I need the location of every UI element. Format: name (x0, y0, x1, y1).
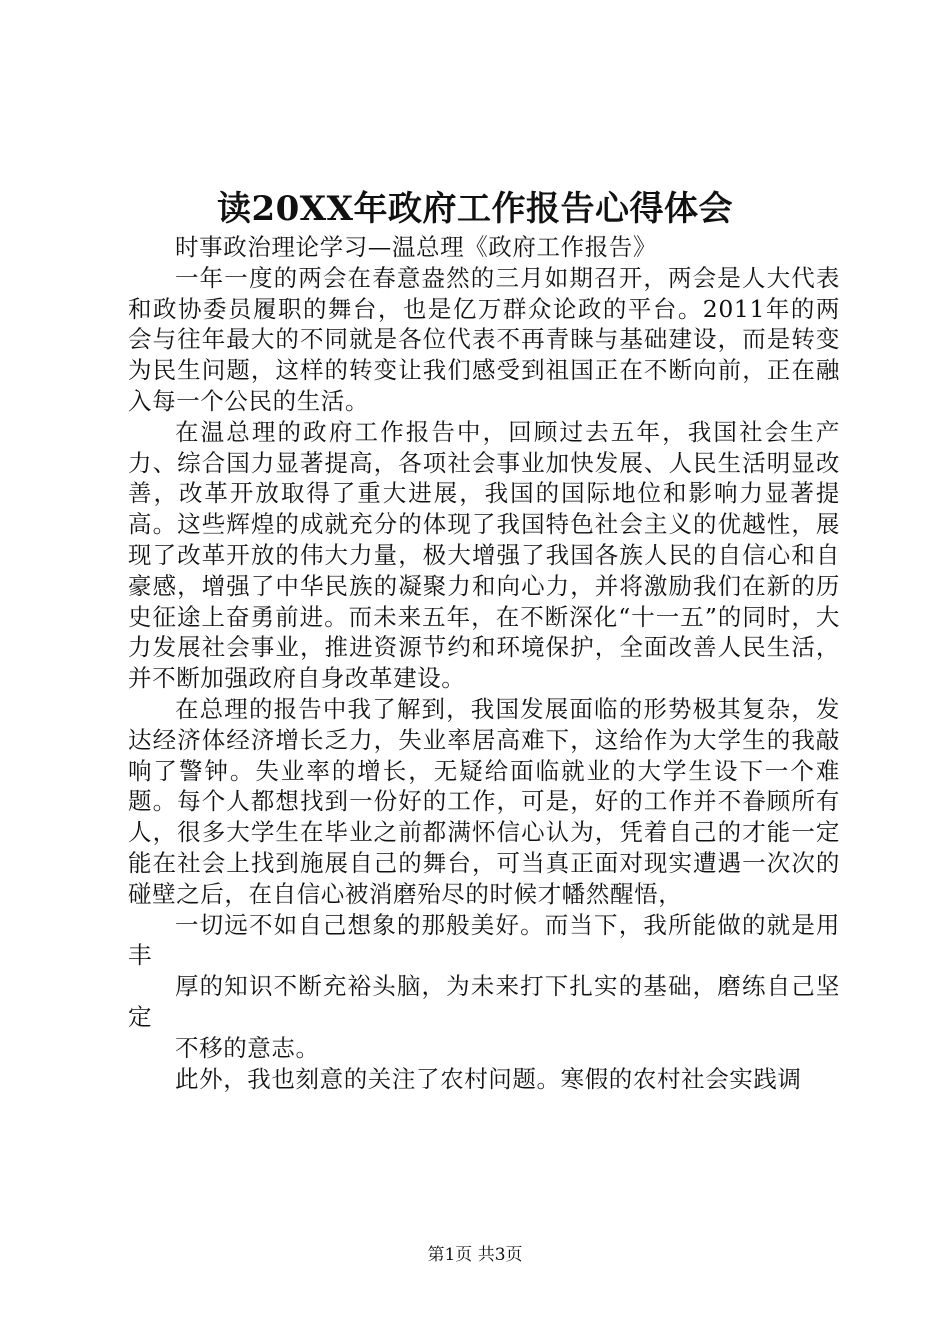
document-title: 读20XX年政府工作报告心得体会 (216, 189, 734, 229)
paragraph: 一切远不如自己想象的那般美好。而当下，我所能做的就是用丰 (128, 910, 840, 970)
paragraph: 厚的知识不断充裕头脑，为未来打下扎实的基础，磨练自己坚定 (128, 972, 840, 1031)
document-body (128, 232, 840, 1094)
paragraph: 在总理的报告中我了解到，我国发展面临的形势极其复杂，发达经济体经济增长乏力，失业率居高难下，这给作为大学生的我敲响了警钟。失业率的增长，无疑给面临就业的大学生设下一个难题。每个人都想找到一份好的工作，可是，好的工作并不眷顾所有人，很多大学生在毕业之前都满怀信心认为，凭着自己的才能一定能在社会上找到施展自己的舞台，可当真正面对现实遭遇一次次的碰壁之后，在自信心被消磨殆尽的时候才幡然醒悟， (128, 694, 840, 908)
page-footer: 第1页 共3页 (427, 1245, 523, 1265)
paragraph-subtitle: 时事政治理论学习—温总理《政府工作报告》 (175, 233, 657, 261)
paragraph: 不移的意志。 (175, 1033, 320, 1062)
paragraph: 在温总理的政府工作报告中，回顾过去五年，我国社会生产力、综合国力显著提高，各项社会事业加快发展、人民生活明显改善，改革开放取得了重大进展，我国的国际地位和影响力显著提高。这些辉煌的成就充分的体现了我国特色社会主义的优越性，展现了改革开放的伟大力量，极大增强了我国各族人民的自信心和自豪感，增强了中华民族的凝聚力和向心力，并将激励我们在新的历史征途上奋勇前进。而未来五年，在不断深化“十一五”的同时，大力发展社会事业，推进资源节约和环境保护，全面改善人民生活，并不断加强政府自身改革建设。 (128, 417, 840, 693)
paragraph: 一年一度的两会在春意盎然的三月如期召开，两会是人大代表和政协委员履职的舞台，也是亿万群众论政的平台。2011年的两会与往年最大的不同就是各位代表不再青睐与基础建设，而是转变为民生问题，这样的转变让我们感受到祖国正在不断向前，正在融入每一个公民的生活。 (128, 263, 840, 415)
paragraph: 此外，我也刻意的关注了农村问题。寒假的农村社会实践调 (175, 1064, 802, 1093)
